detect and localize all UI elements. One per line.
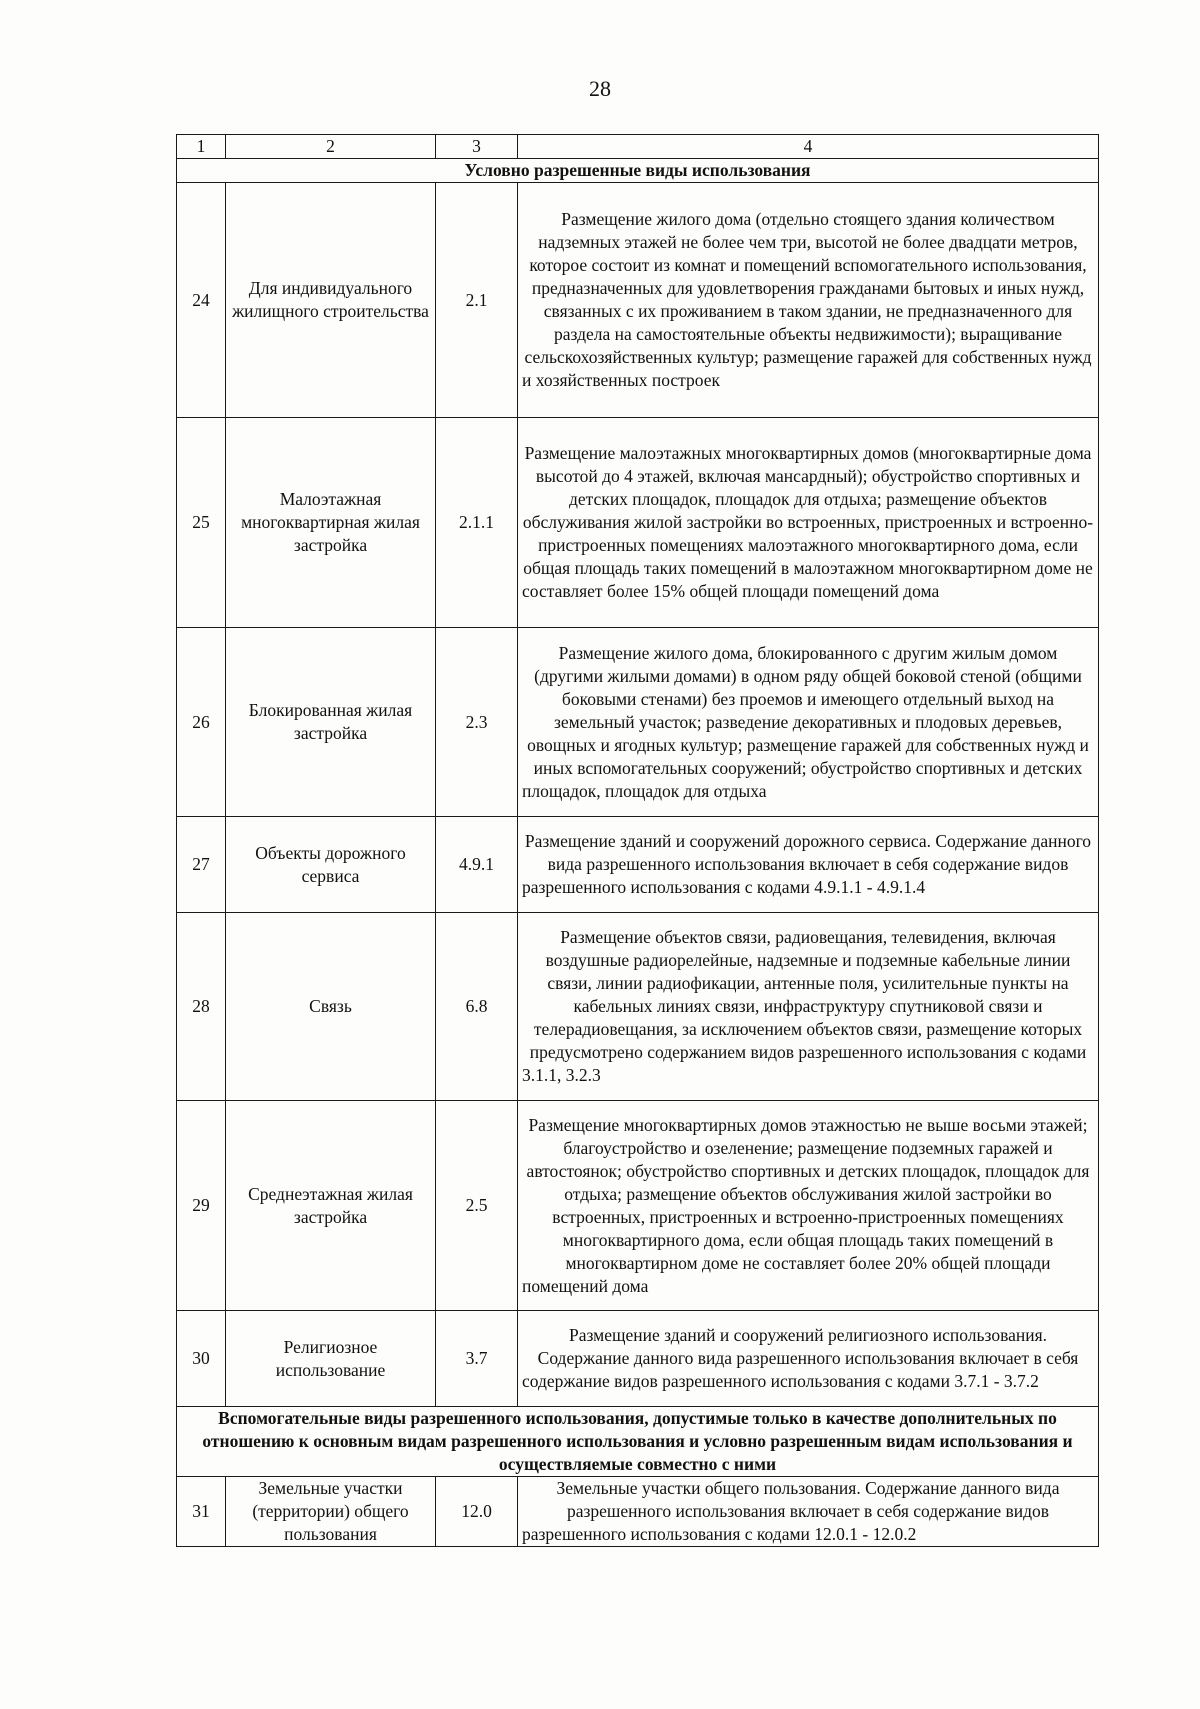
use-type-code: 2.1.1 bbox=[436, 418, 518, 628]
use-type-code: 6.8 bbox=[436, 913, 518, 1101]
use-type-name: Земельные участки (территории) общего пользования bbox=[226, 1477, 436, 1547]
row-number: 25 bbox=[177, 418, 226, 628]
table-row bbox=[177, 1311, 1099, 1407]
table-row bbox=[177, 1101, 1099, 1311]
section-auxiliary-title: Вспомогательные виды разрешенного использования, допустимые только в качестве дополнительных по отношению к основным видам разрешенного использования и условно разрешенным видам использования и осуществляемые совместно с ними bbox=[177, 1407, 1099, 1477]
page-number: 28 bbox=[589, 76, 611, 101]
row-number: 29 bbox=[177, 1101, 226, 1311]
use-type-description: Размещение зданий и сооружений религиозного использования. Содержание данного вида разрешенного использования включает в себя содержание видов разрешенного использования с кодами 3.7.1 - 3.7.2 bbox=[518, 1311, 1099, 1407]
section-header-row bbox=[177, 159, 1099, 183]
use-type-description: Размещение объектов связи, радиовещания, телевидения, включая воздушные радиорелейные, надземные и подземные кабельные линии связи, линии радиофикации, антенные поля, усилительные пункты на кабельных линиях связи, инфраструктуру спутниковой связи и телерадиовещания, за исключением объектов связи, размещение которых предусмотрено содержанием видов разрешенного использования с кодами 3.1.1, 3.2.3 bbox=[518, 913, 1099, 1101]
use-type-description: Размещение многоквартирных домов этажностью не выше восьми этажей; благоустройство и озеленение; размещение подземных гаражей и автостоянок; обустройство спортивных и детских площадок, площадок для отдыха; размещение объектов обслуживания жилой застройки во встроенных, пристроенных и встроенно-пристроенных помещениях многоквартирного дома, если общая площадь таких помещений в многоквартирном доме не составляет более 20% общей площади помещений дома bbox=[518, 1101, 1099, 1311]
use-type-description: Размещение зданий и сооружений дорожного сервиса. Содержание данного вида разрешенного использования включает в себя содержание видов разрешенного использования с кодами 4.9.1.1 - 4.9.1.4 bbox=[518, 817, 1099, 913]
use-type-name: Среднеэтажная жилая застройка bbox=[226, 1101, 436, 1311]
use-type-code: 4.9.1 bbox=[436, 817, 518, 913]
table-row bbox=[177, 1477, 1099, 1547]
row-number: 30 bbox=[177, 1311, 226, 1407]
column-header-3: 3 bbox=[436, 135, 518, 159]
use-type-code: 12.0 bbox=[436, 1477, 518, 1547]
use-type-name: Объекты дорожного сервиса bbox=[226, 817, 436, 913]
use-type-name: Религиозное использование bbox=[226, 1311, 436, 1407]
land-use-table bbox=[176, 134, 1099, 1547]
table-row bbox=[177, 817, 1099, 913]
use-type-code: 2.3 bbox=[436, 628, 518, 817]
table-row bbox=[177, 183, 1099, 418]
use-type-code: 2.5 bbox=[436, 1101, 518, 1311]
row-number: 28 bbox=[177, 913, 226, 1101]
table-row bbox=[177, 628, 1099, 817]
row-number: 27 bbox=[177, 817, 226, 913]
row-number: 24 bbox=[177, 183, 226, 418]
section-header-row bbox=[177, 1407, 1099, 1477]
column-number-row bbox=[177, 135, 1099, 159]
use-type-name: Для индивидуального жилищного строительства bbox=[226, 183, 436, 418]
use-type-name: Малоэтажная многоквартирная жилая застройка bbox=[226, 418, 436, 628]
use-type-name: Блокированная жилая застройка bbox=[226, 628, 436, 817]
column-header-2: 2 bbox=[226, 135, 436, 159]
column-header-4: 4 bbox=[518, 135, 1099, 159]
use-type-code: 3.7 bbox=[436, 1311, 518, 1407]
table-row bbox=[177, 913, 1099, 1101]
table-row bbox=[177, 418, 1099, 628]
row-number: 26 bbox=[177, 628, 226, 817]
section-conditional-title: Условно разрешенные виды использования bbox=[177, 159, 1099, 183]
use-type-description: Размещение малоэтажных многоквартирных домов (многоквартирные дома высотой до 4 этажей, включая мансардный); обустройство спортивных и детских площадок, площадок для отдыха; размещение объектов обслуживания жилой застройки во встроенных, пристроенных и встроенно-пристроенных помещениях малоэтажного многоквартирного дома, если общая площадь таких помещений в малоэтажном многоквартирном доме не составляет более 15% общей площади помещений дома bbox=[518, 418, 1099, 628]
use-type-code: 2.1 bbox=[436, 183, 518, 418]
use-type-name: Связь bbox=[226, 913, 436, 1101]
use-type-description: Размещение жилого дома, блокированного с другим жилым домом (другими жилыми домами) в одном ряду общей боковой стеной (общими боковыми стенами) без проемов и имеющего отдельный выход на земельный участок; разведение декоративных и плодовых деревьев, овощных и ягодных культур; размещение гаражей для собственных нужд и иных вспомогательных сооружений; обустройство спортивных и детских площадок, площадок для отдыха bbox=[518, 628, 1099, 817]
use-type-description: Размещение жилого дома (отдельно стоящего здания количеством надземных этажей не более чем три, высотой не более двадцати метров, которое состоит из комнат и помещений вспомогательного использования, предназначенных для удовлетворения гражданами бытовых и иных нужд, связанных с их проживанием в таком здании, не предназначенного для раздела на самостоятельные объекты недвижимости); выращивание сельскохозяйственных культур; размещение гаражей для собственных нужд и хозяйственных построек bbox=[518, 183, 1099, 418]
column-header-1: 1 bbox=[177, 135, 226, 159]
use-type-description: Земельные участки общего пользования. Содержание данного вида разрешенного использования включает в себя содержание видов разрешенного использования с кодами 12.0.1 - 12.0.2 bbox=[518, 1477, 1099, 1547]
row-number: 31 bbox=[177, 1477, 226, 1547]
